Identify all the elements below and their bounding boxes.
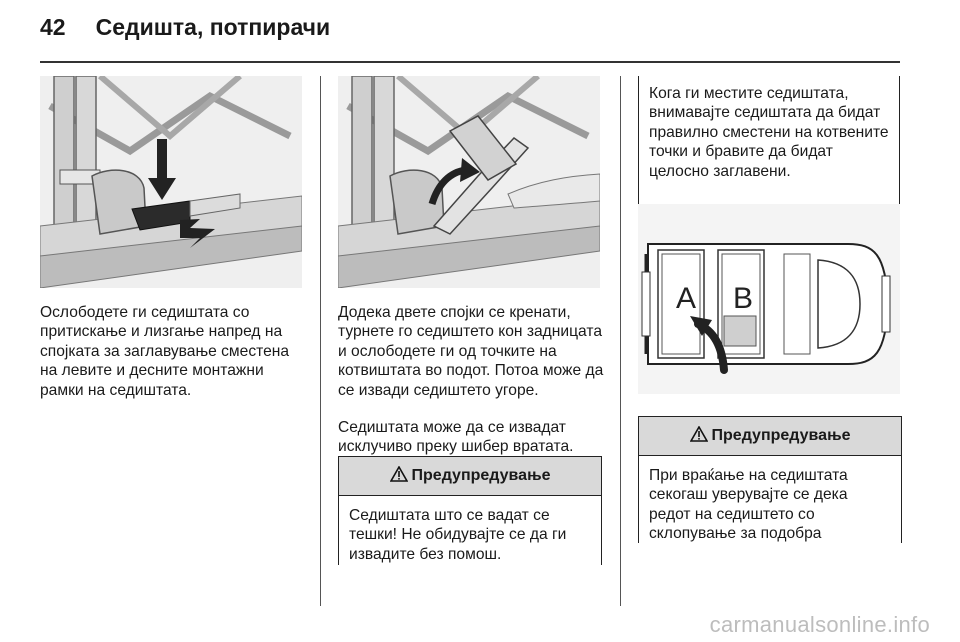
warning-triangle-icon bbox=[690, 426, 708, 447]
column3-warning-header bbox=[639, 417, 901, 456]
column2-warning-title: Предупредување bbox=[411, 467, 551, 484]
column-divider-1 bbox=[320, 76, 321, 606]
column3-warning-title: Предупредување bbox=[711, 427, 851, 444]
page-number: 42 bbox=[40, 14, 66, 40]
seat-tilt-illustration-icon bbox=[338, 76, 600, 288]
seat-label-a: A bbox=[676, 282, 697, 315]
page-header bbox=[40, 14, 330, 54]
column2-text2: Седиштата може да се извадат исклучиво преку шибер вратата. bbox=[338, 419, 574, 456]
column2-text1: Додека двете спојки се кренати, турнете го седиштето кон задницата и ослободете ги од точките на котвиштата во подот. Потоа може да се извади седиштето угоре. bbox=[338, 304, 604, 399]
column3-note-text: Кога ги местите седиштата, внимавајте седиштата да бидат правилно сместени на котвените точки и бравите да бидат целосно заглавени. bbox=[649, 85, 889, 180]
column1-text: Ослободете ги седиштата со притискање и лизгање напред на спојката за заглавување сместена на левите и десните монтажни рамки на седиштата. bbox=[40, 304, 290, 399]
header-rule bbox=[40, 61, 900, 63]
seat-label-b: B bbox=[733, 282, 754, 315]
column2-warning-box bbox=[338, 456, 602, 565]
column2-warning-text: Седиштата што се вадат се тешки! Не обидувајте се да ги извадите без помош. bbox=[349, 507, 567, 563]
van-top-view-illustration-icon bbox=[638, 204, 900, 394]
column3-warning-text: При враќање на седиштата секогаш уверувајте се дека редот на седиштето со склопување за подобра bbox=[649, 467, 848, 543]
column2-warning-header bbox=[339, 457, 601, 496]
seat-release-illustration-icon bbox=[40, 76, 302, 288]
warning-triangle-icon bbox=[390, 466, 408, 487]
watermark: carmanualsonline.info bbox=[709, 612, 930, 637]
column3-warning-box bbox=[638, 416, 902, 543]
column-divider-2 bbox=[620, 76, 621, 606]
page-title: Седишта, потпирачи bbox=[95, 14, 331, 40]
column3-note-box bbox=[638, 76, 900, 207]
